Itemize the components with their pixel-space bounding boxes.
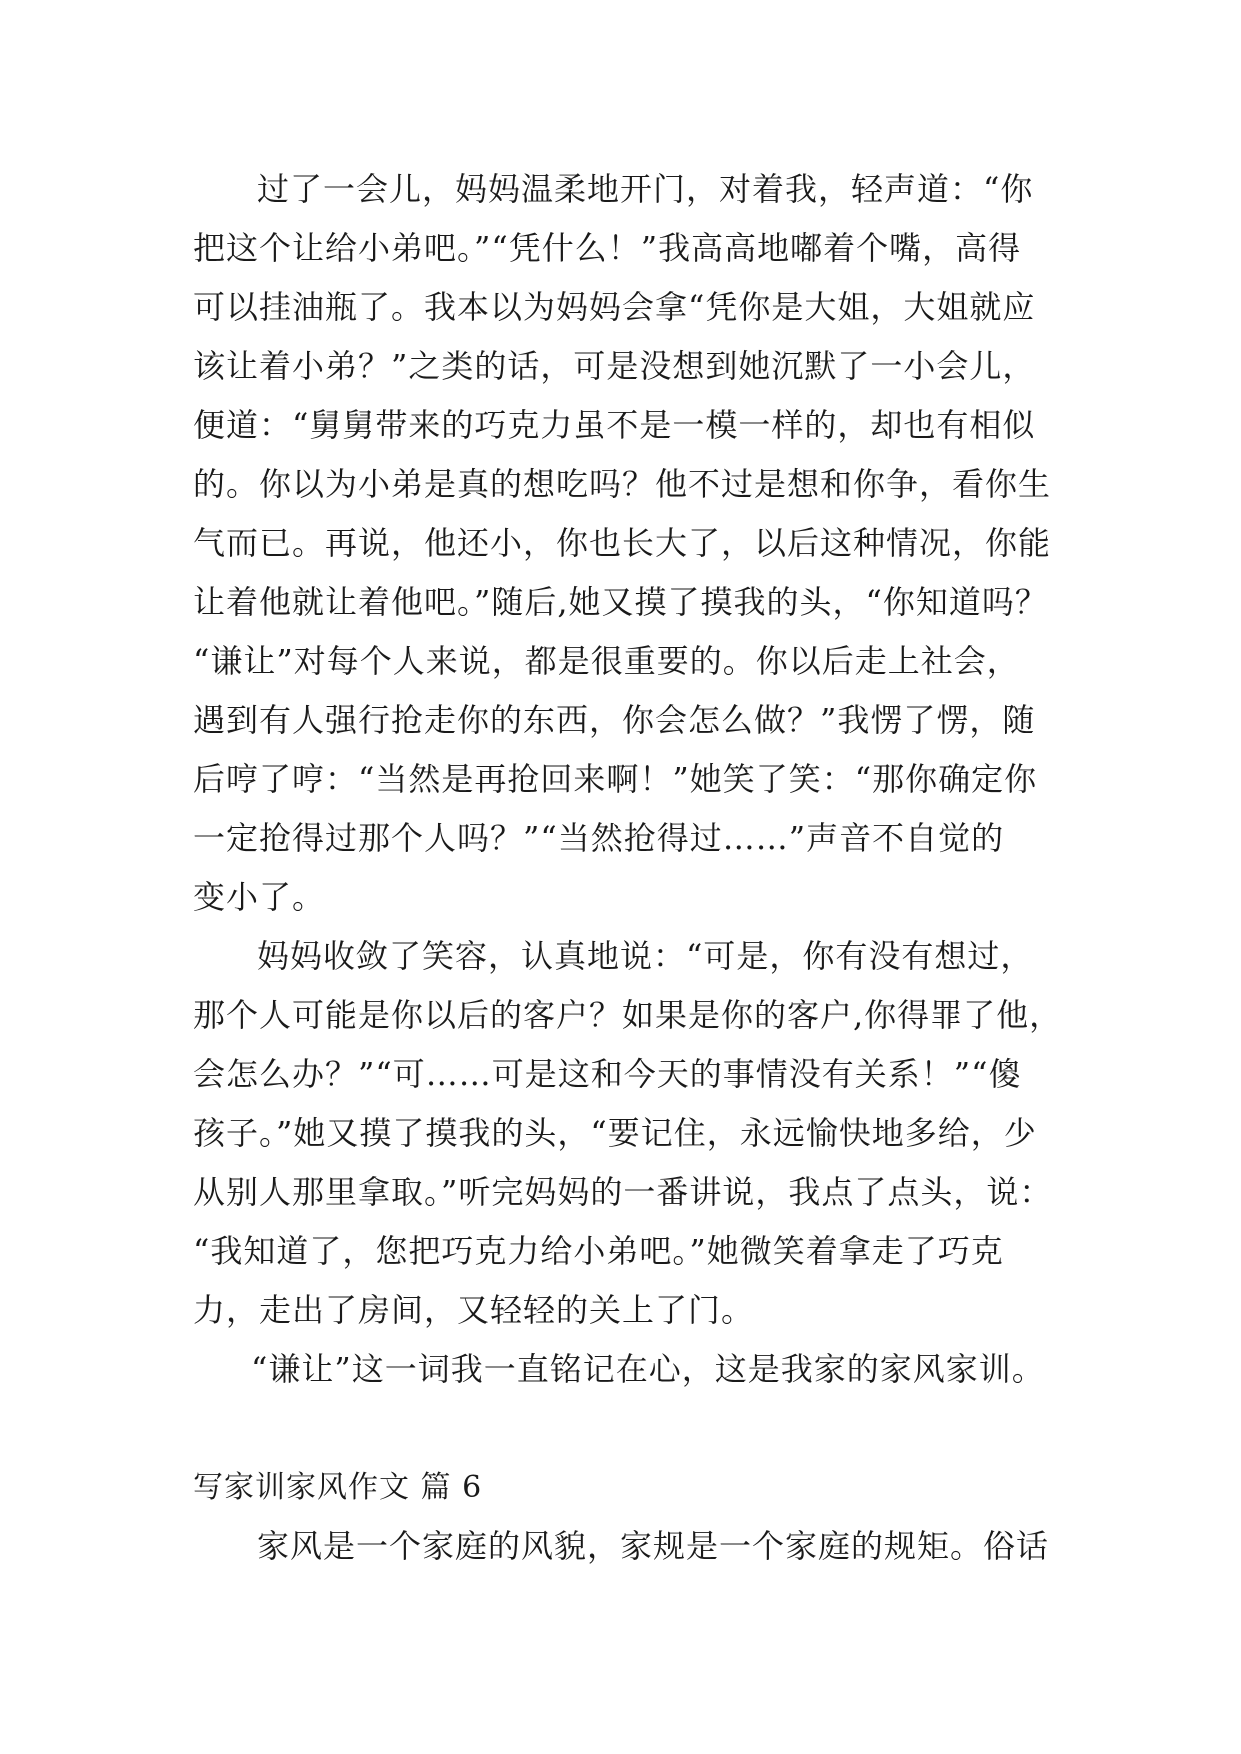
text-line: 的。你以为小弟是真的想吃吗？他不过是想和你争，看你生: [193, 465, 1052, 503]
text-line: 该让着小弟？”之类的话，可是没想到她沉默了一小会儿，: [193, 347, 1036, 385]
text-line: 力，走出了房间，又轻轻的关上了门。: [193, 1291, 755, 1329]
text-line: 便道：“舅舅带来的巧克力虽不是一模一样的，却也有相似: [193, 406, 1036, 444]
text-line: 把这个让给小弟吧。”“凭什么！”我高高地嘟着个嘴，高得: [193, 229, 1022, 267]
text-line: “我知道了，您把巧克力给小弟吧。”她微笑着拿走了巧克: [193, 1232, 1004, 1270]
text-line: 让着他就让着他吧。”随后,她又摸了摸我的头，“你知道吗？: [193, 583, 1048, 621]
text-line: “谦让”这一词我一直铭记在心，这是我家的家风家训。: [251, 1350, 1045, 1388]
paragraph: [193, 1340, 1073, 1399]
text-line: 那个人可能是你以后的客户？如果是你的客户,你得罪了他，: [193, 996, 1063, 1034]
text-line: 气而已。再说，他还小，你也长大了，以后这种情况，你能: [193, 524, 1052, 562]
text-line: 一定抢得过那个人吗？”“当然抢得过……”声音不自觉的: [193, 819, 1005, 857]
text-line: 后哼了哼：“当然是再抢回来啊！”她笑了笑：“那你确定你: [193, 760, 1038, 798]
text-line: 遇到有人强行抢走你的东西，你会怎么做？”我愣了愣，随: [193, 701, 1036, 739]
text-line: “谦让”对每个人来说，都是很重要的。你以后走上社会，: [193, 642, 1020, 680]
text-line: 变小了。: [193, 878, 326, 916]
text-line: 过了一会儿，妈妈温柔地开门，对着我，轻声道：“你: [257, 170, 1034, 208]
text-line: 可以挂油瓶了。我本以为妈妈会拿“凭你是大姐，大姐就应: [193, 288, 1036, 326]
section-heading: 写家训家风作文 篇 6: [193, 1470, 483, 1505]
text-line: 家风是一个家庭的风貌，家规是一个家庭的规矩。俗话: [257, 1527, 1050, 1565]
text-line: 会怎么办？”“可……可是这和今天的事情没有关系！”“傻: [193, 1055, 1022, 1093]
blank-line: [193, 1399, 1073, 1458]
paragraph: [193, 1517, 1073, 1576]
text-line: 妈妈收敛了笑容，认真地说：“可是，你有没有想过，: [257, 937, 1034, 975]
text-body: [193, 160, 1073, 1576]
text-line: 孩子。”她又摸了摸我的头，“要记住，永远愉快地多给，少: [193, 1114, 1037, 1152]
paragraph: [193, 160, 1073, 927]
paragraph: [193, 927, 1073, 1340]
text-line: 从别人那里拿取。”听完妈妈的一番讲说，我点了点头，说：: [193, 1173, 1053, 1211]
